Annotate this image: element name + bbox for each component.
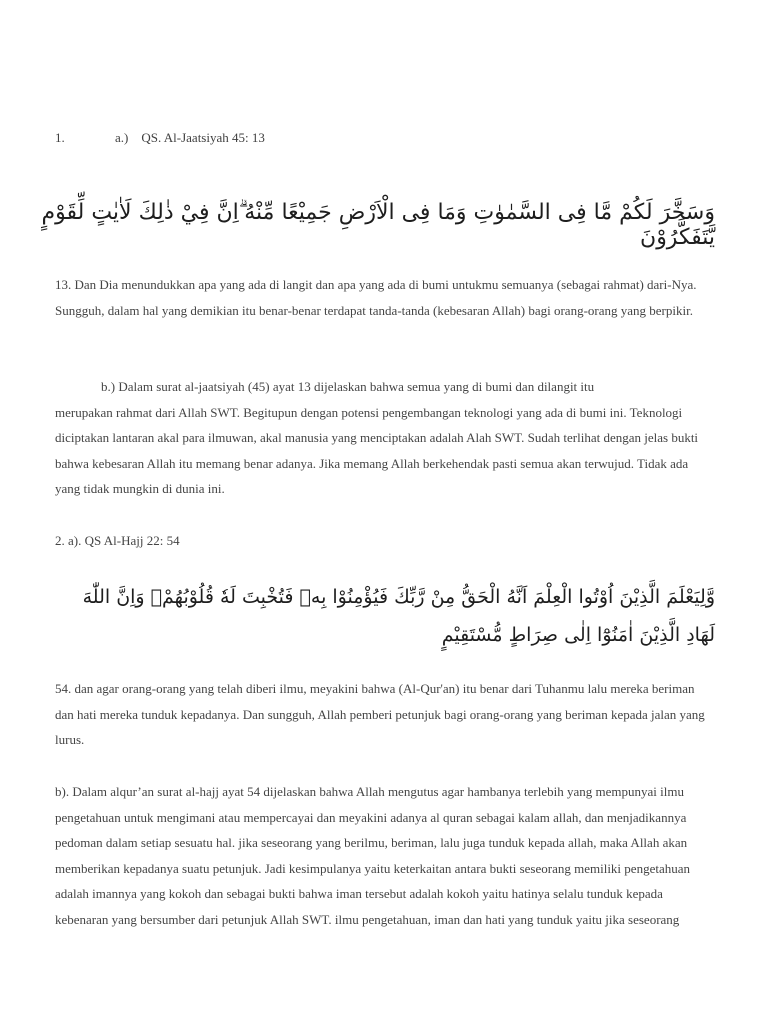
q2-heading: 2. a). QS Al-Hajj 22: 54 [55, 533, 180, 548]
q1-explanation [55, 374, 715, 502]
q2-explanation: b). Dalam alqur’an surat al-hajj ayat 54 dijelaskan bahwa Allah mengutus agar hambanya terlebih yang mempunyai ilmu pengetahuan untuk mengimani atau mempercayai dan meyakini adanya al quran sebagai kalam allah, dan menjadikannya pedoman dalam setiap sesuatu hal. jika seseorang yang berilmu, beriman, lalu juga tunduk kepada allah, maka Allah akan memberikan kepadanya suatu petunjuk. Jadi kesimpulanya yaitu keterkaitan antara bukti seseorang memiliki pengetahuan adalah imannya yang kokoh dan sebagai bukti bahwa iman tersebut adalah kokoh yaitu hatinya selalu tunduk kepada kebenaran yang bersumber dari petunjuk Allah SWT. ilmu pengetahuan, iman dan hati yang tunduk yaitu jika seseorang [55, 784, 690, 927]
q1-number: 1. [55, 130, 65, 145]
q1-reference: QS. Al-Jaatsiyah 45: 13 [141, 130, 265, 145]
q2-translation: 54. dan agar orang-orang yang telah diberi ilmu, meyakini bahwa (Al-Qur'an) itu benar dari Tuhanmu lalu mereka beriman dan hati mereka tunduk kepadanya. Dan sungguh, Allah pemberi petunjuk bagi orang-orang yang beriman kepada jalan yang lurus. [55, 681, 705, 747]
q1-translation: 13. Dan Dia menundukkan apa yang ada di langit dan apa yang ada di bumi untukmu semuanya (sebagai rahmat) dari-Nya. Sungguh, dalam hal yang demikian itu benar-benar terdapat tanda-tanda (kebesaran Allah) bagi orang-orang yang berpikir. [55, 277, 697, 318]
q1-part: a.) [115, 130, 129, 145]
q1-arabic-verse: وَسَخَّرَ لَكُمْ مَّا فِى السَّمٰوٰتِ وَمَا فِى الْاَرْضِ جَمِيْعًا مِّنْهُ ۗاِنَّ فِيْ ذٰلِكَ لَاٰيٰتٍ لِّقَوْمٍ يَّتَفَكَّرُوْنَ [41, 200, 715, 250]
q1-explanation-lead: b.) Dalam surat al-jaatsiyah (45) ayat 13 dijelaskan bahwa semua yang di bumi dan dilangit itu [101, 379, 595, 394]
q2-arabic-verse: وَّلِيَعْلَمَ الَّذِيْنَ اُوْتُوا الْعِلْمَ اَنَّهُ الْحَقُّ مِنْ رَّبِّكَ فَيُؤْمِنُوْا بِهٖ فَتُخْبِتَ لَهٗ قُلُوْبُهُمْۗ وَاِنَّ اللّٰهَ لَهَادِ الَّذِيْنَ اٰمَنُوْٓا اِلٰى صِرَاطٍ مُّسْتَقِيْمٍ [82, 586, 715, 646]
q1-explanation-rest: merupakan rahmat dari Allah SWT. Begitupun dengan potensi pengembangan teknologi yang ada di bumi ini. Teknologi diciptakan lantaran akal para ilmuwan, akal manusia yang menciptakan adalah Alah SWT. Sudah terlihat dengan jelas bukti bahwa kebesaran Allah itu memang benar adanya. Jika memang Allah berkehendak pasti semua akan terwujud. Tidak ada yang tidak mungkin di dunia ini. [55, 404, 699, 496]
q1-heading [55, 130, 265, 146]
